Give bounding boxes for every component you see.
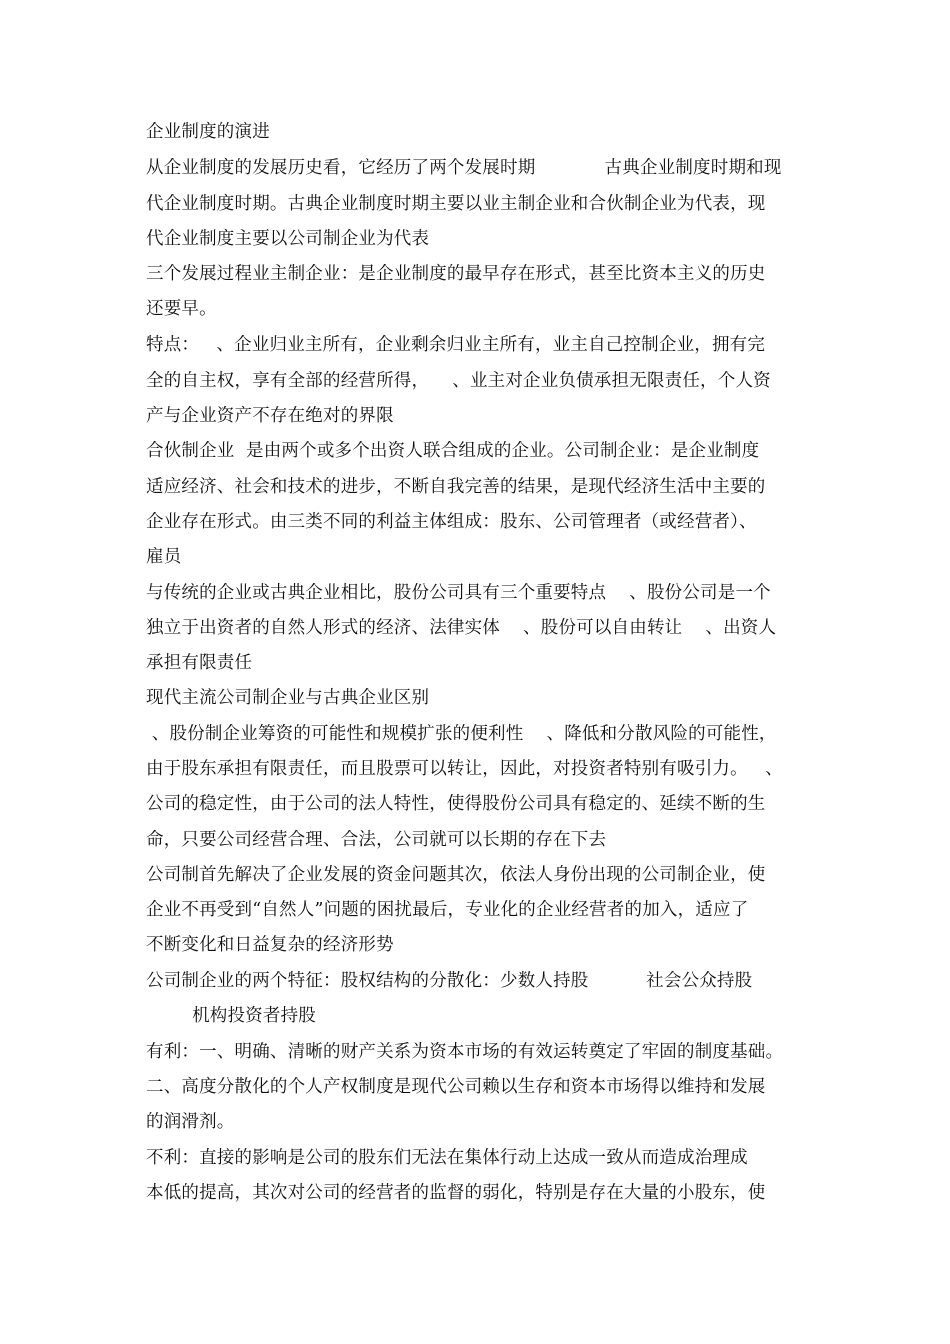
text-line: 承担有限责任 <box>146 653 253 673</box>
text-line: 独立于出资者的自然人形式的经济、法律实体 、股份可以自由转让 、出资人 <box>146 618 777 638</box>
text-line: 还要早。 <box>146 299 217 319</box>
text-line: 企业不再受到“自然人”问题的困扰最后，专业化的企业经营者的加入，适应了 <box>146 900 749 920</box>
text-line: 不断变化和日益复杂的经济形势 <box>146 935 394 955</box>
text-line: 公司制首先解决了企业发展的资金问题其次，依法人身份出现的公司制企业，使 <box>146 865 766 885</box>
text-line: 三个发展过程业主制企业：是企业制度的最早存在形式，甚至比资本主义的历史 <box>146 264 766 284</box>
text-line: 现代主流公司制企业与古典企业区别 <box>146 688 430 708</box>
text-line: 适应经济、社会和技术的进步，不断自我完善的结果，是现代经济生活中主要的 <box>146 477 766 497</box>
text-line: 本低的提高，其次对公司的经营者的监督的弱化，特别是存在大量的小股东，使 <box>146 1183 766 1203</box>
text-line: 机构投资者持股 <box>146 1006 317 1026</box>
text-line: 雇员 <box>146 547 182 567</box>
text-line: 不利：直接的影响是公司的股东们无法在集体行动上达成一致从而造成治理成 <box>146 1148 748 1168</box>
text-line: 、股份制企业筹资的可能性和规模扩张的便利性 、降低和分散风险的可能性， <box>146 724 777 744</box>
text-line: 的润滑剂。 <box>146 1112 235 1132</box>
text-line: 二、高度分散化的个人产权制度是现代公司赖以生存和资本市场得以维持和发展 <box>146 1077 766 1097</box>
text-line: 代企业制度主要以公司制企业为代表 <box>146 229 430 249</box>
text-line: 产与企业资产不存在绝对的界限 <box>146 406 394 426</box>
text-line: 命，只要公司经营合理、合法，公司就可以长期的存在下去 <box>146 830 607 850</box>
text-line: 代企业制度时期。古典企业制度时期主要以业主制企业和合伙制企业为代表，现 <box>146 194 766 214</box>
text-line: 有利：一、明确、清晰的财产关系为资本市场的有效运转奠定了牢固的制度基础。 <box>146 1042 784 1062</box>
text-line: 与传统的企业或古典企业相比，股份公司具有三个重要特点 、股份公司是一个 <box>146 583 771 603</box>
text-line: 从企业制度的发展历史看，它经历了两个发展时期 古典企业制度时期和现 <box>146 158 782 178</box>
text-line: 由于股东承担有限责任，而且股票可以转让，因此，对投资者特别有吸引力。 、 <box>146 759 783 779</box>
text-line: 特点： 、企业归业主所有，企业剩余归业主所有，业主自己控制企业，拥有完 <box>146 335 766 355</box>
text-line: 合伙制企业 是由两个或多个出资人联合组成的企业。公司制企业：是企业制度 <box>146 441 760 461</box>
text-line: 公司的稳定性，由于公司的法人特性，使得股份公司具有稳定的、延续不断的生 <box>146 794 766 814</box>
text-line: 企业存在形式。由三类不同的利益主体组成：股东、公司管理者（或经营者）、 <box>146 512 757 532</box>
text-line: 全的自主权，享有全部的经营所得， 、业主对企业负债承担无限责任，个人资 <box>146 371 771 391</box>
text-line: 公司制企业的两个特征：股权结构的分散化：少数人持股 社会公众持股 <box>146 971 753 991</box>
section-title: 企业制度的演进 <box>146 122 270 142</box>
